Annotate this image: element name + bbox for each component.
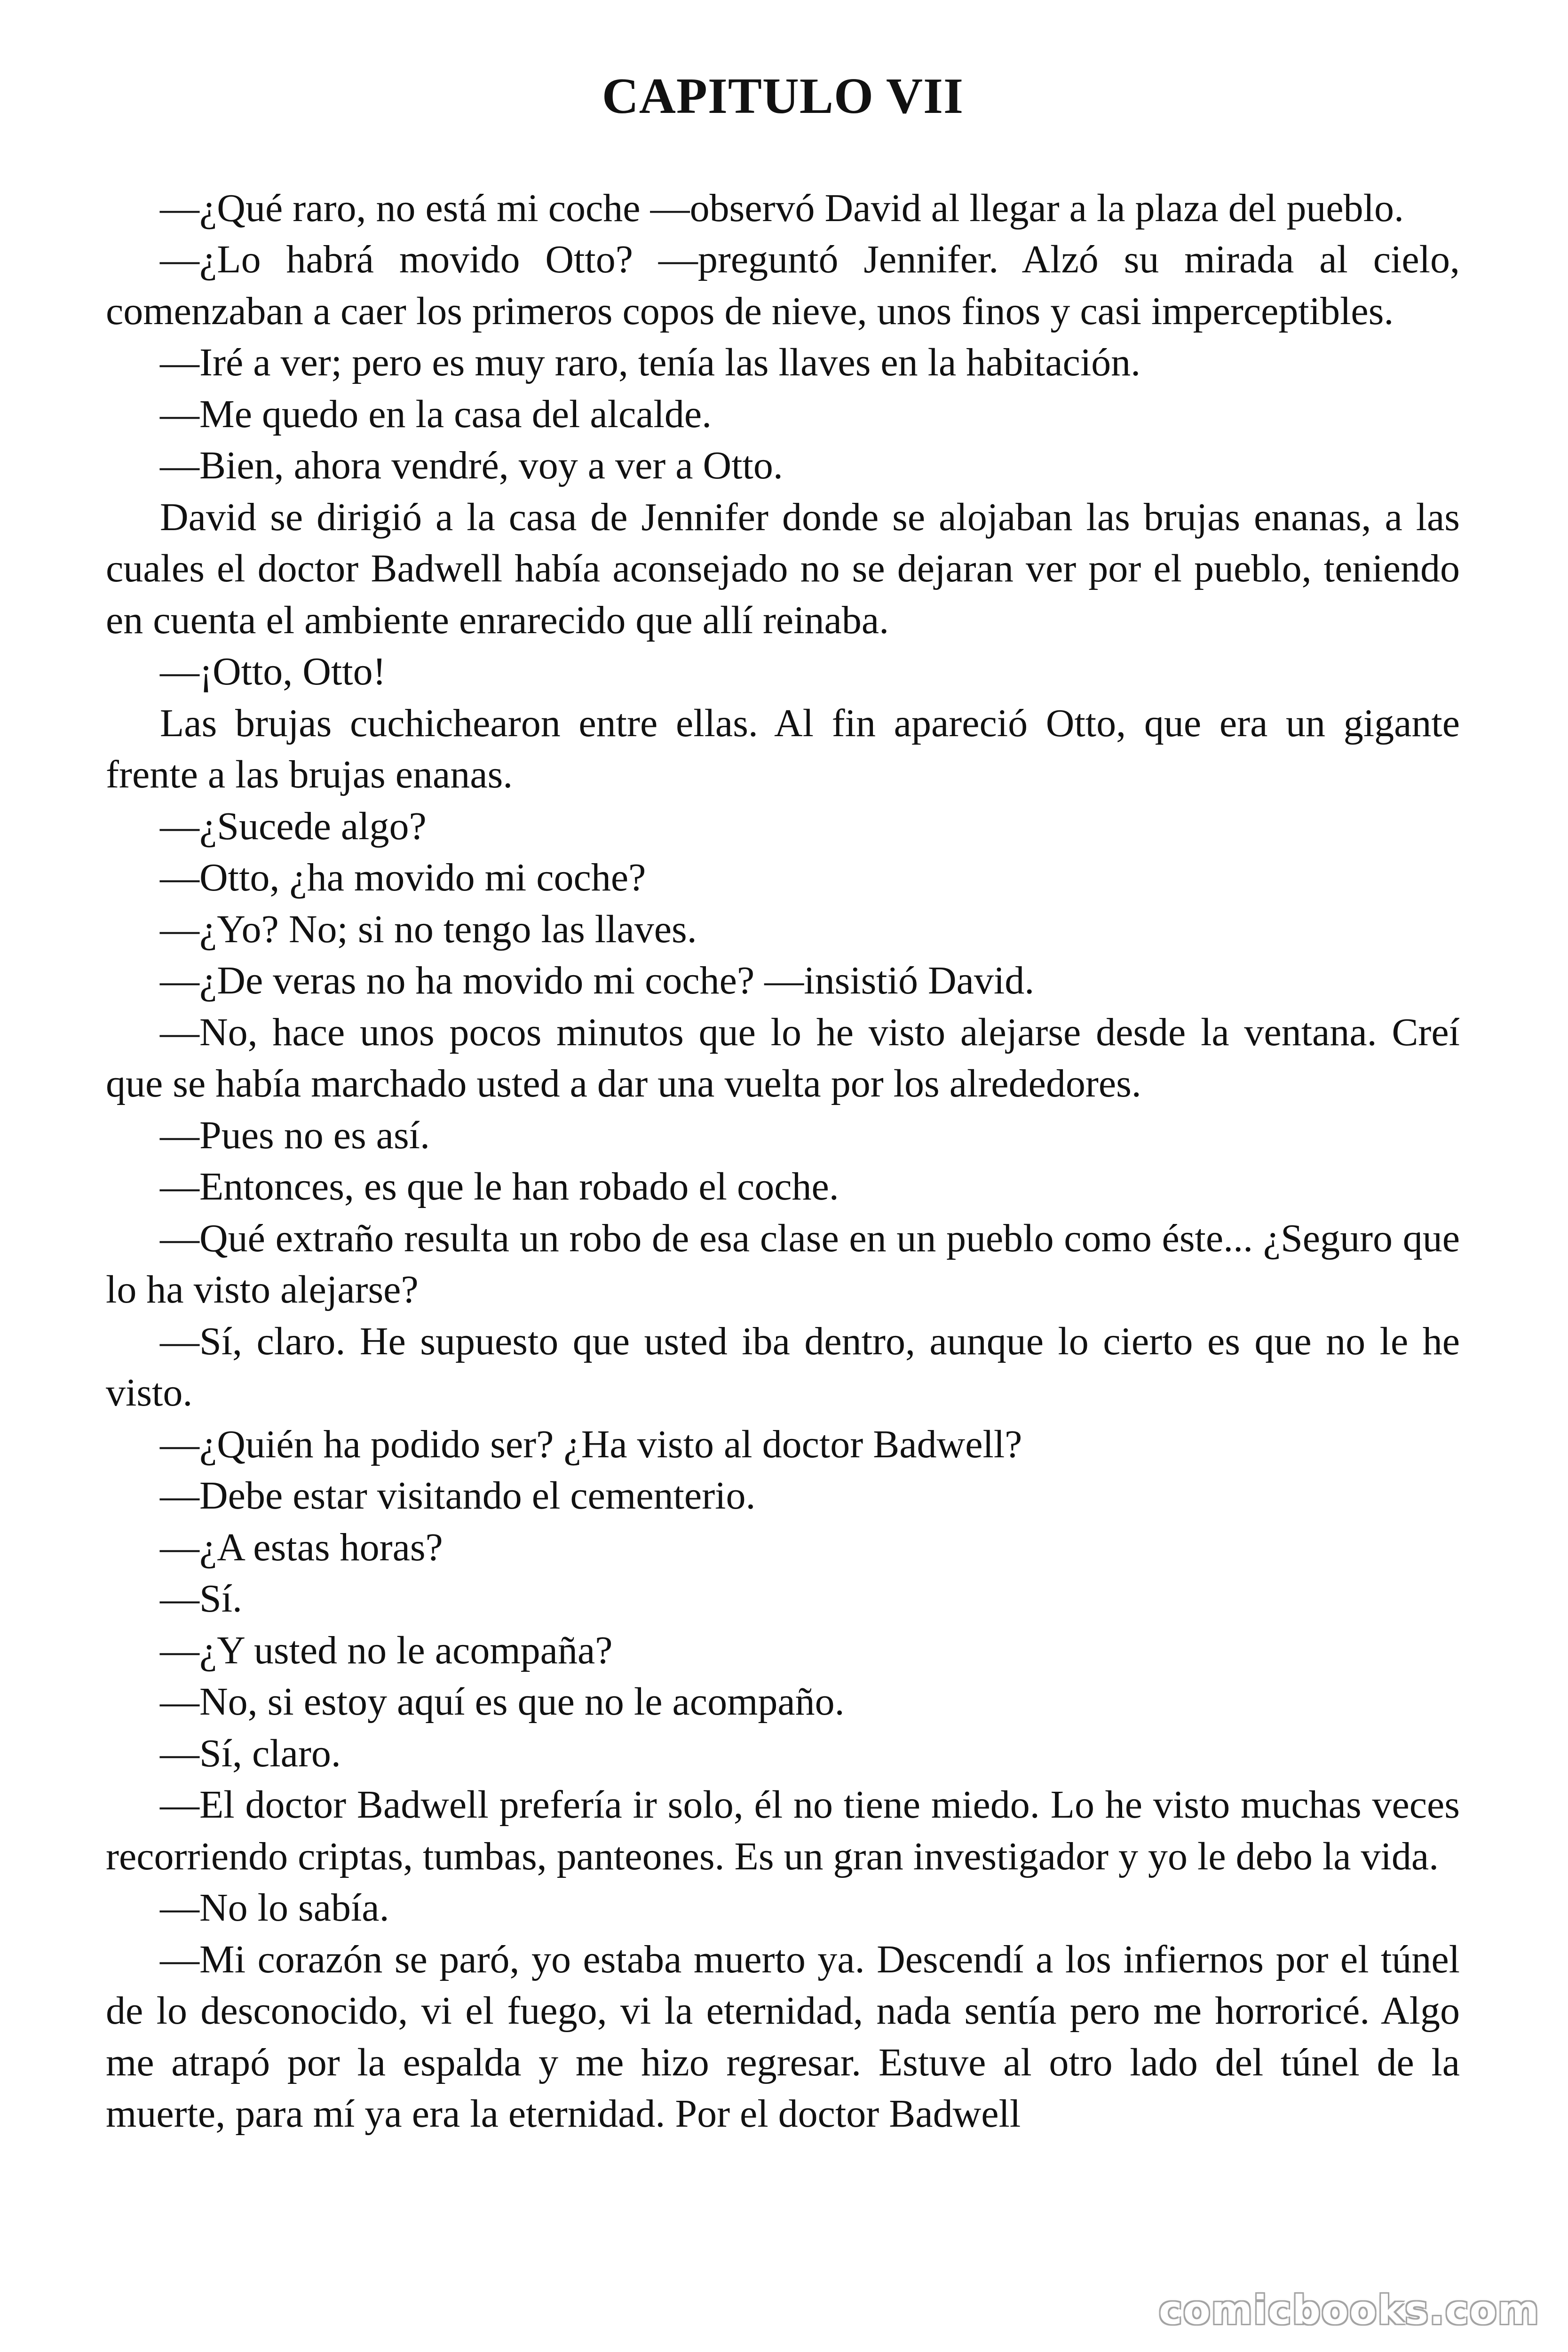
paragraph: —Entonces, es que le han robado el coche. (160, 1165, 839, 1209)
paragraph: —Otto, ¿ha movido mi coche? (160, 856, 646, 900)
paragraph: —Mi corazón se paró, yo estaba muerto ya. Descendí a los infiernos por el túnel de lo desconocido, vi el fuego, vi la eternidad, nada sentía pero me horroricé. Algo me atrapó por la espalda y me hizo regresar. Estuve al otro lado del túnel de la muerte, para mí ya era la eternidad. Por el doctor Badwell (106, 1937, 1460, 2136)
paragraph: —¿Qué raro, no está mi coche —observó David al llegar a la plaza del pueblo. (160, 186, 1404, 230)
paragraph: —Me quedo en la casa del alcalde. (160, 392, 712, 436)
paragraph: —¿Y usted no le acompaña? (160, 1628, 613, 1672)
paragraph: —Bien, ahora vendré, voy a ver a Otto. (160, 444, 783, 488)
paragraph: —Sí, claro. He supuesto que usted iba dentro, aunque lo cierto es que no le he visto. (106, 1319, 1460, 1415)
paragraph: —¿Lo habrá movido Otto? —preguntó Jennifer. Alzó su mirada al cielo, comenzaban a caer los primeros copos de nieve, unos finos y casi imperceptibles. (106, 238, 1460, 333)
paragraph: —Pues no es así. (160, 1113, 430, 1157)
paragraph: —¿A estas horas? (160, 1525, 443, 1569)
paragraph: —Sí. (160, 1577, 243, 1621)
paragraph: —No, si estoy aquí es que no le acompaño. (160, 1680, 845, 1724)
paragraph: —¡Otto, Otto! (160, 650, 386, 694)
chapter-body (106, 183, 1460, 2140)
paragraph: —¿Sucede algo? (160, 804, 427, 848)
paragraph: —Qué extraño resulta un robo de esa clase en un pueblo como éste... ¿Seguro que lo ha visto alejarse? (106, 1216, 1460, 1312)
site-watermark: comicbooks.com (1159, 2287, 1540, 2333)
paragraph: —No, hace unos pocos minutos que lo he visto alejarse desde la ventana. Creí que se había marchado usted a dar una vuelta por los alrededores. (106, 1010, 1460, 1106)
paragraph: —Sí, claro. (160, 1731, 341, 1775)
paragraph: Las brujas cuchichearon entre ellas. Al fin apareció Otto, que era un gigante frente a las brujas enanas. (106, 701, 1460, 797)
paragraph: —Debe estar visitando el cementerio. (160, 1474, 756, 1518)
paragraph: David se dirigió a la casa de Jennifer donde se alojaban las brujas enanas, a las cuales el doctor Badwell había aconsejado no se dejaran ver por el pueblo, teniendo en cuenta el ambiente enrarecido que allí reinaba. (106, 495, 1460, 642)
paragraph: —No lo sabía. (160, 1886, 389, 1930)
paragraph: —¿Yo? No; si no tengo las llaves. (160, 907, 697, 951)
paragraph: —El doctor Badwell prefería ir solo, él no tiene miedo. Lo he visto muchas veces recorriendo criptas, tumbas, panteones. Es un gran investigador y yo le debo la vida. (106, 1783, 1460, 1878)
paragraph: —¿Quién ha podido ser? ¿Ha visto al doctor Badwell? (160, 1422, 1022, 1466)
paragraph: —Iré a ver; pero es muy raro, tenía las llaves en la habitación. (160, 341, 1141, 385)
chapter-title: CAPITULO VII (602, 68, 964, 124)
paragraph: —¿De veras no ha movido mi coche? —insistió David. (160, 959, 1035, 1003)
